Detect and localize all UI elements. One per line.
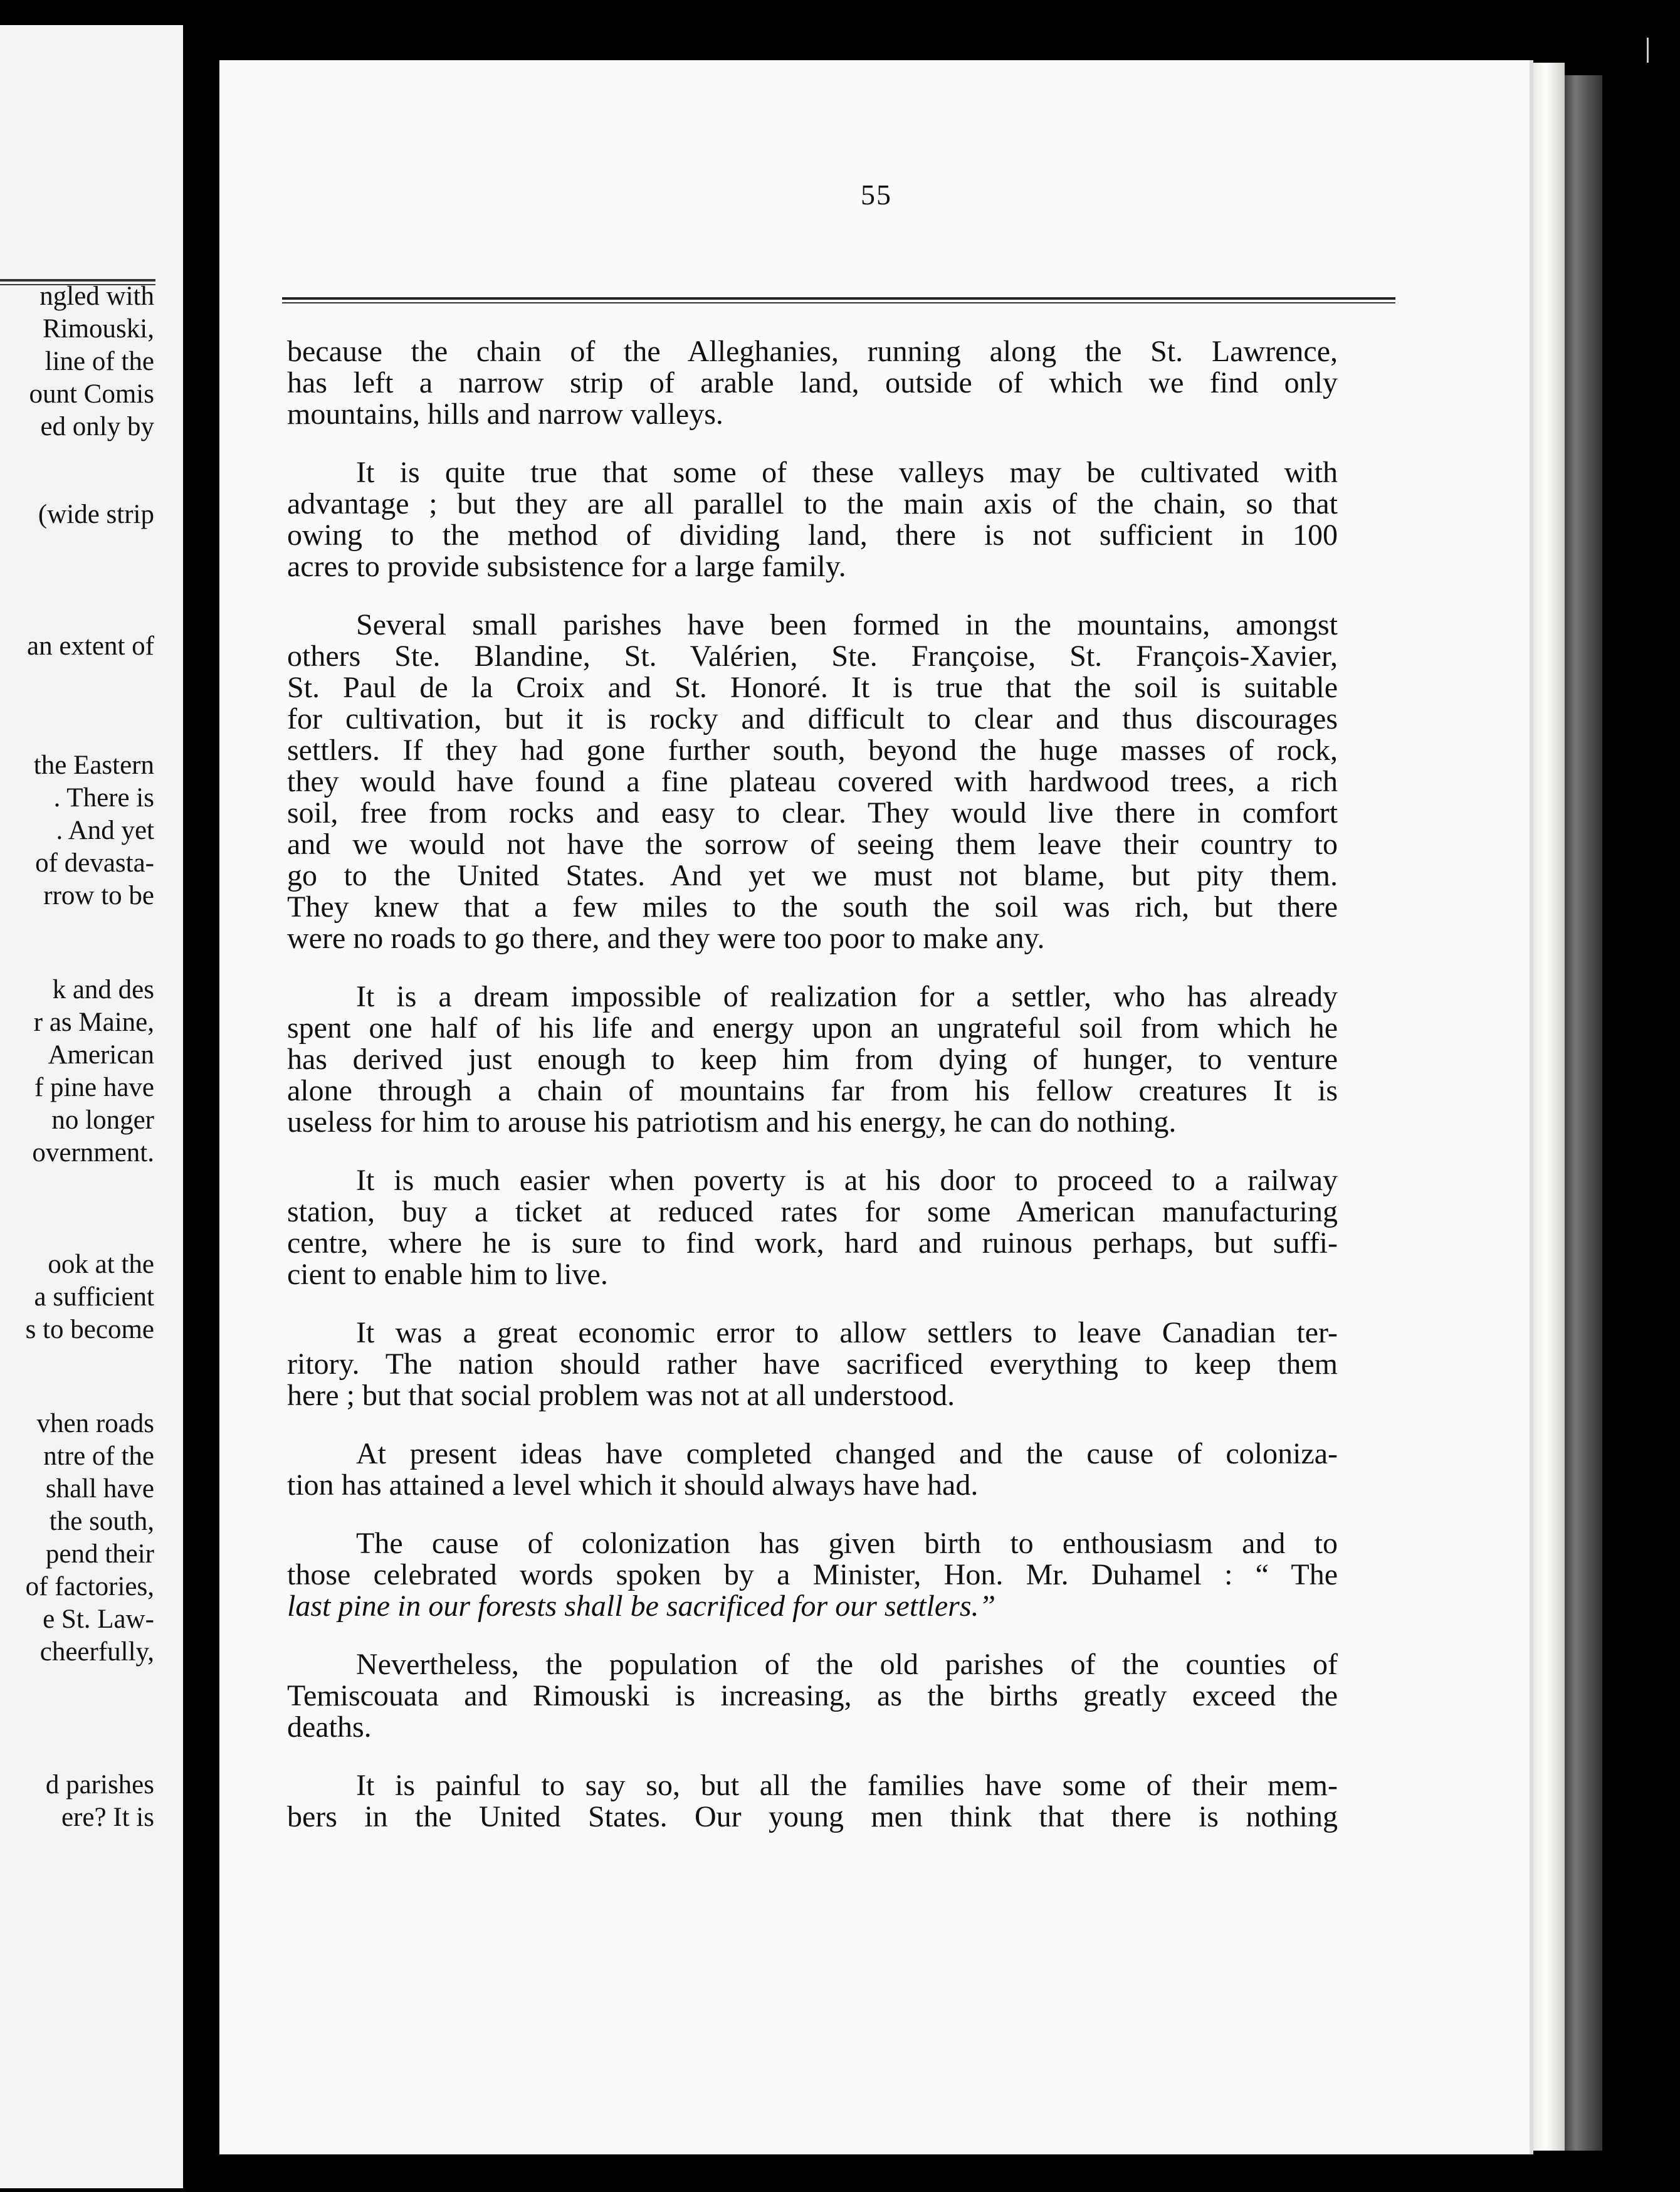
paragraph [287, 981, 1338, 1138]
page-stack-shadow [1565, 75, 1602, 2151]
previous-page-line: the Eastern [33, 751, 154, 780]
paragraph [287, 609, 1338, 954]
previous-page-line: r as Maine, [33, 1008, 154, 1037]
previous-page-line: . And yet [56, 816, 154, 845]
text-line: because the chain of the Alleghanies, running along the St. Lawrence, [287, 335, 1338, 368]
page-edge [1533, 63, 1565, 2151]
text-line: tion has attained a level which it should always have had. [287, 1468, 979, 1502]
scan-corner-mark [1647, 38, 1655, 63]
paragraph [287, 1438, 1338, 1501]
previous-page-line: k and des [52, 975, 154, 1004]
text-line: It is a dream impossible of realization for a settler, who has already [356, 980, 1338, 1013]
text-line: Temiscouata and Rimouski is increasing, as the births greatly exceed the [287, 1679, 1338, 1712]
text-line: centre, where he is sure to find work, hard and ruinous perhaps, but suffi- [287, 1226, 1338, 1260]
previous-page-line: Rimouski, [42, 314, 154, 344]
paragraph [287, 457, 1338, 582]
text-line: It is painful to say so, but all the families have some of their mem- [356, 1769, 1338, 1802]
text-line: The cause of colonization has given birth to enthousiasm and to [356, 1527, 1338, 1560]
previous-page-line: pend their [45, 1539, 154, 1569]
text-line: advantage ; but they are all parallel to the main axis of the chain, so that [287, 487, 1338, 520]
previous-page-line: ere? It is [61, 1803, 154, 1832]
previous-page-line: no longer [51, 1105, 154, 1135]
previous-page-line: overnment. [32, 1138, 154, 1167]
previous-page-line: cheerfully, [39, 1637, 154, 1667]
text-line: station, buy a ticket at reduced rates for some American manufacturing [287, 1195, 1338, 1228]
text-line: those celebrated words spoken by a Minister, Hon. Mr. Duhamel : “ The [287, 1558, 1338, 1591]
previous-page-line: (wide strip [38, 500, 154, 529]
page-number: 55 [861, 179, 892, 211]
text-line: were no roads to go there, and they were too poor to make any. [287, 922, 1045, 955]
previous-page-line: ount Comis [29, 379, 154, 409]
previous-page-line: vhen roads [36, 1409, 154, 1438]
paragraph [287, 336, 1338, 430]
paragraph [287, 1649, 1338, 1743]
text-line: They knew that a few miles to the south the soil was rich, but there [287, 890, 1338, 924]
text-line: and we would not have the sorrow of seeing them leave their country to [287, 828, 1338, 861]
previous-page-line: f pine have [34, 1073, 154, 1102]
text-line: It is quite true that some of these valleys may be cultivated with [356, 456, 1338, 489]
text-line: go to the United States. And yet we must not blame, but pity them. [287, 859, 1338, 892]
previous-page-line: ook at the [48, 1250, 154, 1279]
previous-page-line: line of the [45, 347, 154, 376]
previous-page-line: of factories, [25, 1572, 154, 1601]
header-rule [282, 297, 1395, 303]
text-line: It was a great economic error to allow settlers to leave Canadian ter- [356, 1316, 1338, 1349]
text-line: useless for him to arouse his patriotism and his energy, he can do nothing. [287, 1105, 1177, 1139]
previous-page-line: s to become [25, 1315, 154, 1344]
text-line: Several small parishes have been formed in the mountains, amongst [356, 608, 1338, 641]
text-line: spent one half of his life and energy upon an ungrateful soil from which he [287, 1011, 1338, 1045]
text-line: At present ideas have completed changed and the cause of coloniza- [356, 1437, 1338, 1470]
previous-page-line: ntre of the [43, 1441, 154, 1471]
text-line: St. Paul de la Croix and St. Honoré. It is true that the soil is suitable [287, 671, 1338, 704]
previous-page-fragment [0, 25, 183, 2188]
current-page [219, 60, 1533, 2154]
text-line: deaths. [287, 1710, 372, 1744]
previous-page-line: ed only by [40, 412, 154, 441]
text-line: has derived just enough to keep him from dying of hunger, to venture [287, 1043, 1338, 1076]
text-line: It is much easier when poverty is at his door to proceed to a railway [356, 1164, 1338, 1197]
text-line: ritory. The nation should rather have sacrificed everything to keep them [287, 1347, 1338, 1381]
paragraph [287, 1528, 1338, 1622]
text-line: soil, free from rocks and easy to clear. They would live there in comfort [287, 796, 1338, 830]
text-line: settlers. If they had gone further south, beyond the huge masses of rock, [287, 734, 1338, 767]
text-line: for cultivation, but it is rocky and difficult to clear and thus discourages [287, 702, 1338, 735]
text-line: mountains, hills and narrow valleys. [287, 398, 723, 431]
page-body [287, 336, 1338, 1860]
book-gutter [183, 0, 221, 2192]
previous-page-line: of devasta- [35, 848, 154, 878]
previous-page-line: rrow to be [43, 881, 154, 910]
previous-page-line: d parishes [45, 1770, 154, 1799]
paragraph [287, 1770, 1338, 1833]
previous-page-line: American [48, 1040, 154, 1070]
text-line: they would have found a fine plateau covered with hardwood trees, a rich [287, 765, 1338, 798]
text-line: owing to the method of dividing land, there is not sufficient in 100 [287, 519, 1338, 552]
paragraph [287, 1317, 1338, 1411]
previous-page-line: the south, [49, 1507, 154, 1536]
previous-page-line: an extent of [27, 631, 154, 661]
previous-page-line: . There is [53, 783, 154, 813]
text-line: alone through a chain of mountains far from his fellow creatures It is [287, 1074, 1338, 1107]
text-line: cient to enable him to live. [287, 1258, 608, 1291]
previous-page-line: ngled with [39, 282, 154, 311]
previous-page-line: e St. Law- [43, 1604, 154, 1634]
text-line: bers in the United States. Our young men think that there is nothing [287, 1800, 1338, 1833]
previous-page-line: shall have [45, 1474, 154, 1504]
text-line: acres to provide subsistence for a large family. [287, 550, 846, 583]
text-line: others Ste. Blandine, St. Valérien, Ste. Françoise, St. François-Xavier, [287, 640, 1338, 673]
text-line: Nevertheless, the population of the old parishes of the counties of [356, 1648, 1338, 1681]
text-line: has left a narrow strip of arable land, outside of which we find only [287, 366, 1338, 399]
text-line: last pine in our forests shall be sacrificed for our settlers.” [287, 1589, 996, 1623]
previous-page-line: a sufficient [34, 1282, 154, 1312]
text-line: here ; but that social problem was not at all understood. [287, 1379, 955, 1412]
paragraph [287, 1165, 1338, 1290]
